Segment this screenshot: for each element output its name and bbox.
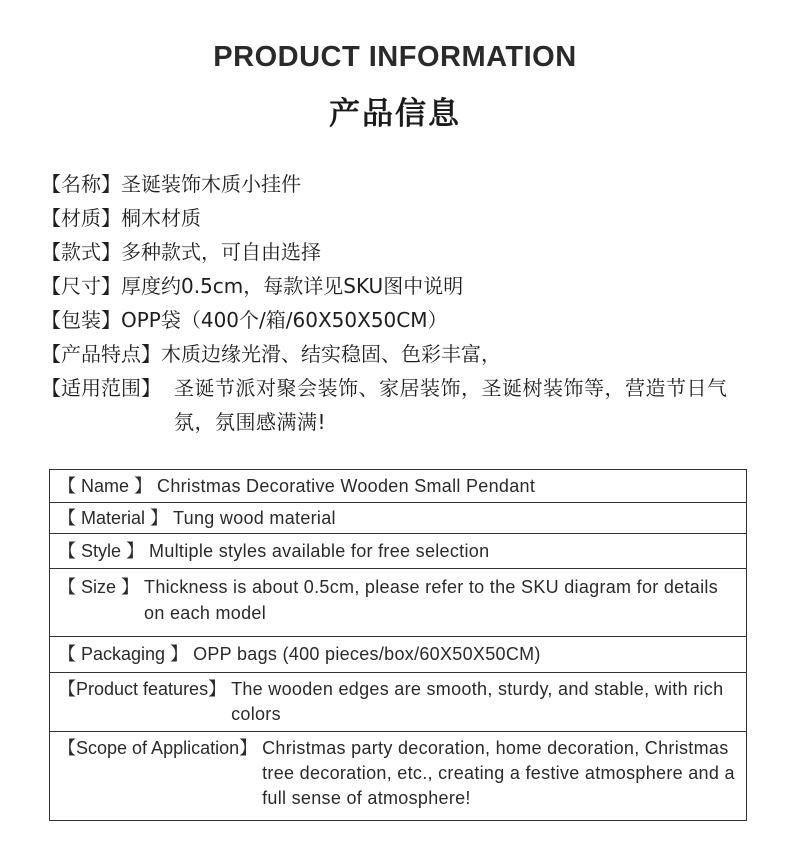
cn-spec-material [41, 204, 761, 238]
cn-spec-value: 圣诞节派对聚会装饰、家居装饰，圣诞树装饰等，营造节日气氛，氛围感满满! [174, 376, 728, 434]
en-spec-name [50, 470, 747, 503]
english-spec-table [49, 469, 747, 821]
en-spec-value: OPP bags (400 pieces/box/60X50X50CM) [193, 644, 541, 664]
page-title-cn-wrapper [0, 88, 790, 133]
en-spec-material [50, 503, 747, 534]
cn-spec-label: 【适用范围】 [41, 376, 161, 400]
en-spec-label: 【 Packaging 】 [58, 644, 189, 664]
chinese-spec-list [41, 170, 761, 439]
en-spec-label: 【Product features】 [58, 679, 227, 699]
table-row [50, 637, 747, 673]
table-row [50, 534, 747, 569]
en-spec-value: Christmas Decorative Wooden Small Pendant [157, 476, 536, 496]
en-spec-label: 【Scope of Application】 [58, 738, 258, 758]
cn-spec-scope [41, 374, 761, 439]
cn-spec-features [41, 340, 761, 374]
cn-spec-value: 厚度约0.5cm，每款详见SKU图中说明 [121, 274, 464, 298]
en-spec-label: 【 Material 】 [58, 508, 169, 528]
en-spec-size [50, 569, 747, 637]
page-title-cn: 产品信息 [329, 96, 461, 132]
cn-spec-value: 圣诞装饰木质小挂件 [121, 172, 301, 196]
table-row [50, 673, 747, 732]
en-spec-value: The wooden edges are smooth, sturdy, and stable, with rich colors [231, 679, 724, 724]
cn-spec-size [41, 272, 761, 306]
cn-spec-label: 【产品特点】 [41, 342, 161, 366]
table-row [50, 569, 747, 637]
en-spec-style [50, 534, 747, 569]
en-spec-label: 【 Name 】 [58, 476, 153, 496]
cn-spec-label: 【材质】 [41, 206, 121, 230]
en-spec-value: Thickness is about 0.5cm, please refer to the SKU diagram for details on each model [144, 577, 718, 623]
en-spec-scope [50, 732, 747, 821]
cn-spec-name [41, 170, 761, 204]
en-spec-value: Multiple styles available for free selection [149, 541, 490, 561]
cn-spec-packaging [41, 306, 761, 340]
cn-spec-value: OPP袋（400个/箱/60X50X50CM） [121, 308, 448, 332]
table-row [50, 503, 747, 534]
cn-spec-style [41, 238, 761, 272]
page-title-en: PRODUCT INFORMATION [213, 41, 577, 73]
en-spec-label: 【 Size 】 [58, 577, 140, 597]
en-spec-value: Tung wood material [173, 508, 336, 528]
en-spec-label: 【 Style 】 [58, 541, 145, 561]
cn-spec-label: 【尺寸】 [41, 274, 121, 298]
cn-spec-value: 桐木材质 [121, 206, 201, 230]
table-row [50, 732, 747, 821]
cn-spec-value: 木质边缘光滑、结实稳固、色彩丰富， [161, 342, 501, 366]
cn-spec-label: 【款式】 [41, 240, 121, 264]
en-spec-features [50, 673, 747, 732]
table-row [50, 470, 747, 503]
en-spec-packaging [50, 637, 747, 673]
cn-spec-label: 【名称】 [41, 172, 121, 196]
cn-spec-label: 【包装】 [41, 308, 121, 332]
en-spec-value: Christmas party decoration, home decoration, Christmas tree decoration, etc., creating a festive atmosphere and a full sense of atmosphere! [262, 738, 735, 808]
cn-spec-value: 多种款式，可自由选择 [121, 240, 321, 264]
